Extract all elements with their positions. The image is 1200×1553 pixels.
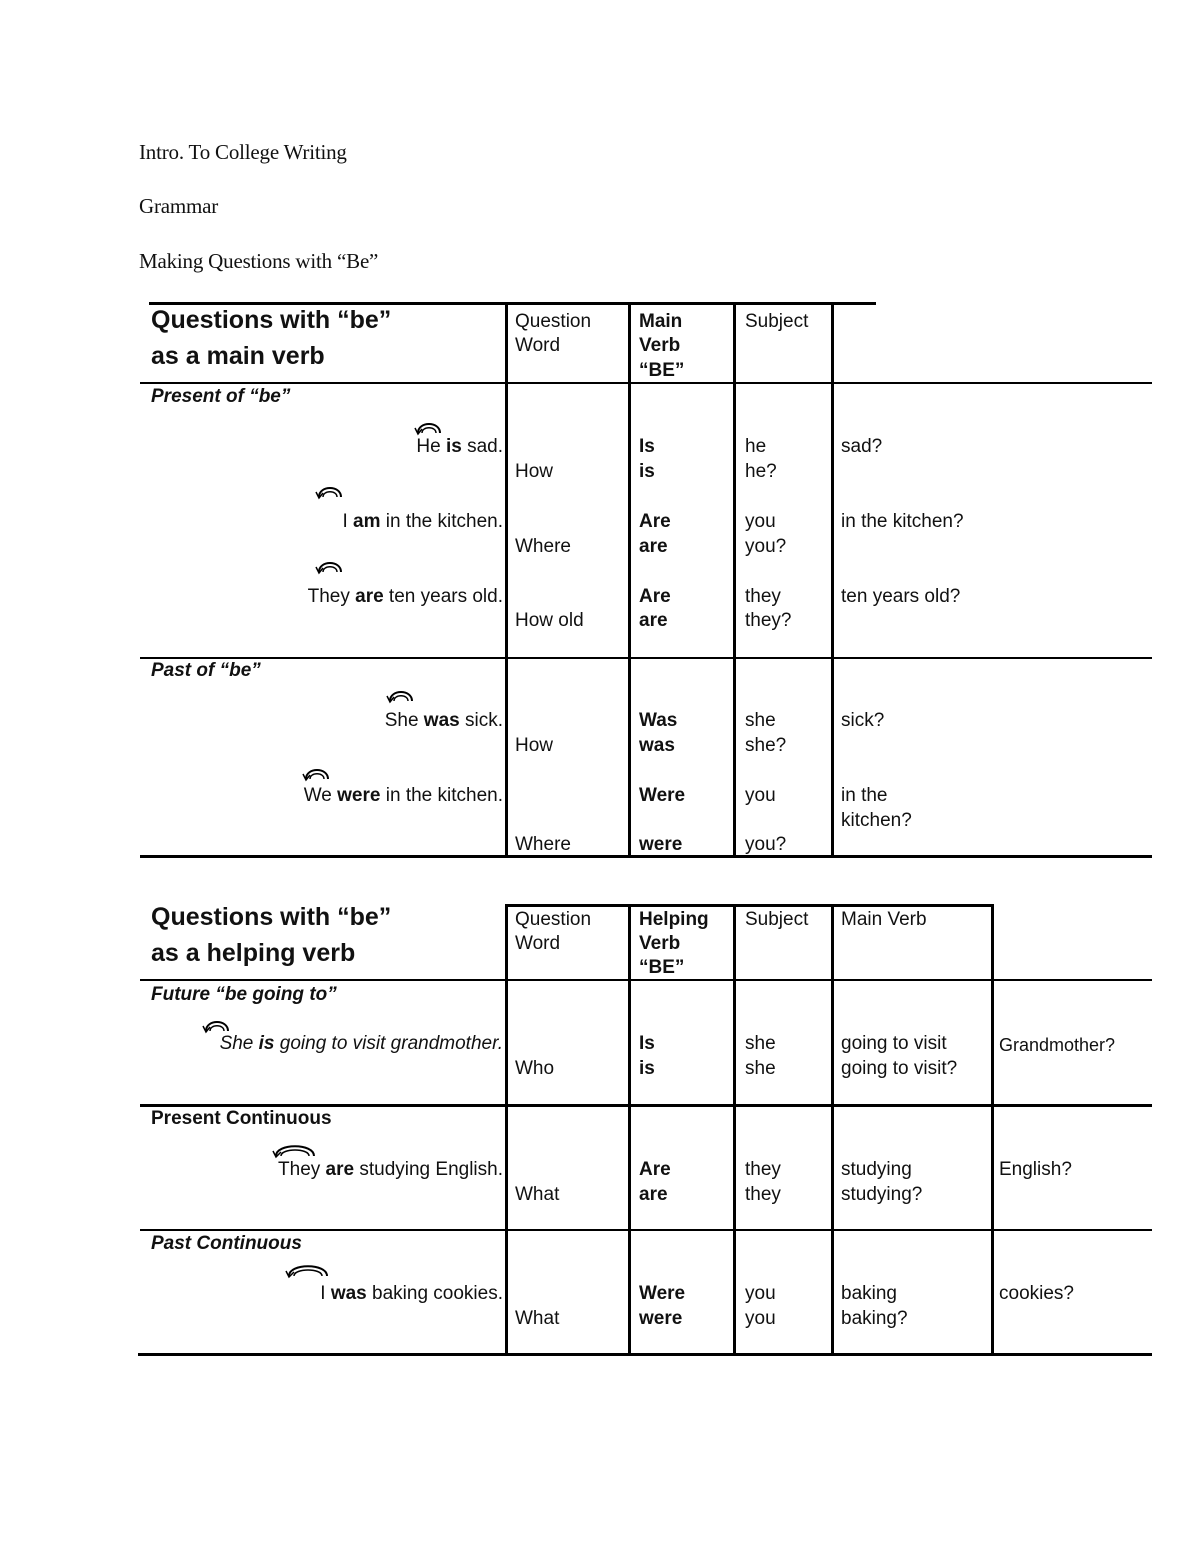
subject-yesno: you	[745, 785, 776, 806]
verb-wh: were	[639, 834, 683, 855]
curved-arrow-icon	[302, 764, 332, 782]
col-question-word: Question	[515, 909, 592, 930]
example-sentence: I was baking cookies.	[320, 1283, 503, 1304]
section-label: Past of “be”	[151, 660, 261, 681]
subject-yesno: you	[745, 511, 776, 532]
main-verb-yesno: studying	[841, 1159, 912, 1180]
question-word: What	[515, 1308, 560, 1329]
question-word: How	[515, 735, 554, 756]
subject-wh: they?	[745, 610, 792, 631]
section-label: Past Continuous	[151, 1233, 302, 1254]
col-helping-verb-3: “BE”	[639, 957, 685, 978]
verb-wh: were	[639, 1308, 683, 1329]
verb-wh: was	[639, 735, 675, 756]
subject-yesno: you	[745, 1283, 776, 1304]
main-verb-wh: baking?	[841, 1308, 908, 1329]
subject-yesno: she	[745, 1033, 776, 1054]
curved-arrow-icon	[285, 1261, 331, 1279]
col-helping-verb: Helping	[639, 909, 709, 930]
question-word: Where	[515, 834, 571, 855]
subject-yesno: they	[745, 586, 781, 607]
col-subject: Subject	[745, 311, 809, 332]
question-word: How old	[515, 610, 584, 631]
verb-yesno: Are	[639, 511, 671, 532]
example-sentence: She was sick.	[384, 710, 503, 731]
verb-wh: are	[639, 610, 668, 631]
rest-2: kitchen?	[841, 810, 912, 831]
col-question-word: Question	[515, 311, 592, 332]
verb-wh: are	[639, 1184, 668, 1205]
verb-yesno: Is	[639, 1033, 655, 1054]
subject-yesno: she	[745, 710, 776, 731]
rest: sad?	[841, 436, 883, 457]
subject-yesno: he	[745, 436, 767, 457]
table2-title-line2: as a helping verb	[151, 939, 356, 967]
curved-arrow-icon	[315, 482, 345, 500]
col-main-verb-3: “BE”	[639, 360, 685, 381]
verb-yesno: Is	[639, 436, 655, 457]
col-main-verb: Main Verb	[841, 909, 927, 930]
subject-wh: she	[745, 1058, 776, 1079]
main-verb-wh: going to visit?	[841, 1058, 958, 1079]
section-label: Present of “be”	[151, 386, 291, 407]
verb-wh: is	[639, 1058, 655, 1079]
rest: in the	[841, 785, 888, 806]
question-word: Where	[515, 536, 571, 557]
subject-wh: she?	[745, 735, 787, 756]
rest: Grandmother?	[999, 1035, 1116, 1055]
rest: English?	[999, 1159, 1072, 1180]
col-subject: Subject	[745, 909, 809, 930]
curved-arrow-icon	[315, 557, 345, 575]
verb-wh: are	[639, 536, 668, 557]
verb-yesno: Are	[639, 586, 671, 607]
verb-yesno: Are	[639, 1159, 671, 1180]
col-helping-verb-2: Verb	[639, 933, 681, 954]
example-sentence: We were in the kitchen.	[303, 785, 503, 806]
subject-wh: he?	[745, 461, 777, 482]
rest: cookies?	[999, 1283, 1074, 1304]
subject-wh: you?	[745, 536, 787, 557]
verb-yesno: Were	[639, 1283, 686, 1304]
example-sentence: They are ten years old.	[307, 586, 503, 607]
rest: sick?	[841, 710, 885, 731]
example-sentence: He is sad.	[416, 436, 503, 457]
example-sentence: She is going to visit grandmother.	[219, 1033, 503, 1054]
subject-wh: they	[745, 1184, 781, 1205]
col-question-word-2: Word	[515, 933, 561, 954]
lesson-title: Making Questions with “Be”	[139, 249, 379, 273]
col-main-verb: Main	[639, 311, 683, 332]
col-question-word-2: Word	[515, 335, 561, 356]
question-word: Who	[515, 1058, 555, 1079]
rest: ten years old?	[841, 586, 961, 607]
verb-wh: is	[639, 461, 655, 482]
curved-arrow-icon	[386, 686, 416, 704]
section-label: Future “be going to”	[151, 984, 337, 1005]
subject-wh: you	[745, 1308, 776, 1329]
table1-title-line2: as a main verb	[151, 342, 325, 370]
col-main-verb-2: Verb	[639, 335, 681, 356]
question-word: What	[515, 1184, 560, 1205]
verb-yesno: Was	[639, 710, 678, 731]
rest: in the kitchen?	[841, 511, 964, 532]
main-verb-yesno: baking	[841, 1283, 897, 1304]
topic-title: Grammar	[139, 194, 219, 218]
section-label: Present Continuous	[151, 1108, 332, 1129]
example-sentence: They are studying English.	[278, 1159, 503, 1180]
main-verb-wh: studying?	[841, 1184, 923, 1205]
course-title: Intro. To College Writing	[139, 140, 347, 164]
question-word: How	[515, 461, 554, 482]
verb-yesno: Were	[639, 785, 686, 806]
table2-title-line1: Questions with “be”	[151, 903, 392, 931]
subject-wh: you?	[745, 834, 787, 855]
subject-yesno: they	[745, 1159, 781, 1180]
main-verb-yesno: going to visit	[841, 1033, 947, 1054]
example-sentence: I am in the kitchen.	[342, 511, 503, 532]
table1-title-line1: Questions with “be”	[151, 306, 392, 334]
